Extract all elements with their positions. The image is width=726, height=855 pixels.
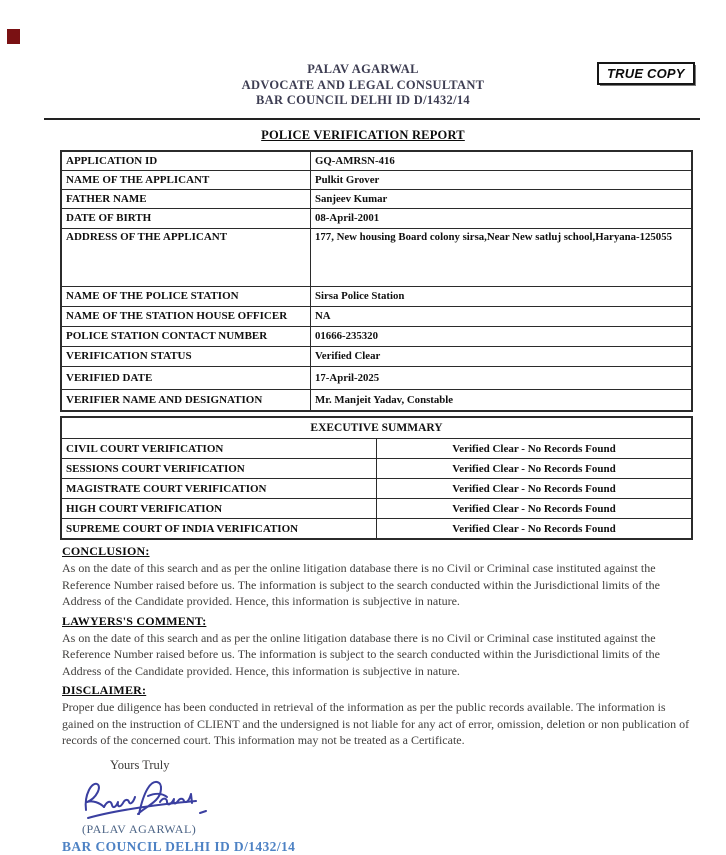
row-value: Verified Clear - No Records Found — [377, 519, 693, 540]
row-value: 01666-235320 — [311, 326, 693, 346]
table-header-row — [61, 417, 692, 439]
report-title: POLICE VERIFICATION REPORT — [261, 128, 465, 142]
bar-council-id: BAR COUNCIL DELHI ID D/1432/14 — [62, 838, 296, 854]
table-row — [61, 326, 692, 346]
section-body: As on the date of this search and as per the online litigation database there is no Civil or Criminal case instituted against the Reference Number raised before us. The information is subject to the search conducted within the Jurisdictional limits of the Address of the Candidate provided. Hence, this information is subjective in nature. — [62, 561, 660, 608]
true-copy-stamp: TRUE COPY — [597, 62, 695, 85]
row-label: NAME OF THE STATION HOUSE OFFICER — [61, 306, 311, 326]
signature-ink-icon — [76, 776, 216, 822]
row-label: POLICE STATION CONTACT NUMBER — [61, 326, 311, 346]
table-row — [61, 519, 692, 540]
section-body: As on the date of this search and as per the online litigation database there is no Civil or Criminal case instituted against the Reference Number raised before us. The information is subject to the search conducted within the Jurisdictional limits of the Address of the Candidate provided. Hence, this information is subjective in nature. — [62, 630, 660, 678]
closing-block — [62, 758, 726, 855]
row-value: Verified Clear - No Records Found — [377, 479, 693, 499]
row-value: Sanjeev Kumar — [311, 189, 693, 208]
handwritten-signature — [76, 776, 726, 822]
row-label: ADDRESS OF THE APPLICANT — [61, 228, 311, 286]
table-row — [61, 151, 692, 170]
executive-summary-table — [60, 416, 693, 540]
row-value: Verified Clear — [311, 346, 693, 366]
letterhead-bar-id: BAR COUNCIL DELHI ID D/1432/14 — [256, 93, 470, 107]
table-row — [61, 228, 692, 286]
table-row — [61, 499, 692, 519]
row-label: VERIFIER NAME AND DESIGNATION — [61, 389, 311, 411]
row-label: FATHER NAME — [61, 189, 311, 208]
executive-summary-title: EXECUTIVE SUMMARY — [61, 417, 692, 439]
section-body: Proper due diligence has been conducted in retrieval of the information as per the public records available. The information is gained on the instruction of CLIENT and the undersigned is not liable for any act of error, omission, deletion or non publication of records of the concerned court. This information may not be treated as a Certificate. — [62, 700, 690, 747]
table-row — [61, 439, 692, 459]
row-value: Pulkit Grover — [311, 170, 693, 189]
row-label: SUPREME COURT OF INDIA VERIFICATION — [61, 519, 377, 540]
section-heading: DISCLAIMER: — [62, 683, 147, 697]
row-value: Verified Clear - No Records Found — [377, 499, 693, 519]
table-row — [61, 306, 692, 326]
row-label: NAME OF THE APPLICANT — [61, 170, 311, 189]
row-label: NAME OF THE POLICE STATION — [61, 286, 311, 306]
table-row — [61, 208, 692, 228]
row-value: Sirsa Police Station — [311, 286, 693, 306]
signatory-name: (PALAV AGARWAL) — [82, 821, 197, 836]
row-label: SESSIONS COURT VERIFICATION — [61, 459, 377, 479]
table-row — [61, 346, 692, 366]
table-row — [61, 479, 692, 499]
section-disclaimer — [62, 683, 700, 749]
row-label: VERIFICATION STATUS — [61, 346, 311, 366]
section-lawyers-comment — [62, 614, 700, 680]
header-divider — [44, 118, 700, 120]
table-row — [61, 389, 692, 411]
table-row — [61, 366, 692, 389]
row-value: 08-April-2001 — [311, 208, 693, 228]
row-label: APPLICATION ID — [61, 151, 311, 170]
section-heading: LAWYERS'S COMMENT: — [62, 613, 207, 628]
row-value: Mr. Manjeit Yadav, Constable — [311, 389, 693, 411]
letterhead-role: ADVOCATE AND LEGAL CONSULTANT — [241, 77, 485, 92]
row-label: CIVIL COURT VERIFICATION — [61, 439, 377, 459]
row-value: Verified Clear - No Records Found — [377, 459, 693, 479]
row-value: Verified Clear - No Records Found — [377, 439, 693, 459]
row-value: NA — [311, 306, 693, 326]
corner-mark — [7, 29, 20, 44]
row-value: 17-April-2025 — [311, 366, 693, 389]
row-label: MAGISTRATE COURT VERIFICATION — [61, 479, 377, 499]
report-body — [0, 150, 726, 855]
row-value: GQ-AMRSN-416 — [311, 151, 693, 170]
table-row — [61, 170, 692, 189]
narrative-sections — [62, 544, 700, 749]
section-conclusion — [62, 544, 700, 610]
section-heading: CONCLUSION: — [62, 544, 150, 558]
salutation: Yours Truly — [110, 757, 170, 772]
table-row — [61, 459, 692, 479]
letterhead-name: PALAV AGARWAL — [307, 62, 419, 76]
row-label: VERIFIED DATE — [61, 366, 311, 389]
table-row — [61, 286, 692, 306]
row-label: DATE OF BIRTH — [61, 208, 311, 228]
row-label: HIGH COURT VERIFICATION — [61, 499, 377, 519]
applicant-details-table — [60, 150, 693, 412]
row-value: 177, New housing Board colony sirsa,Near New satluj school,Haryana-125055 — [311, 228, 693, 286]
table-row — [61, 189, 692, 208]
